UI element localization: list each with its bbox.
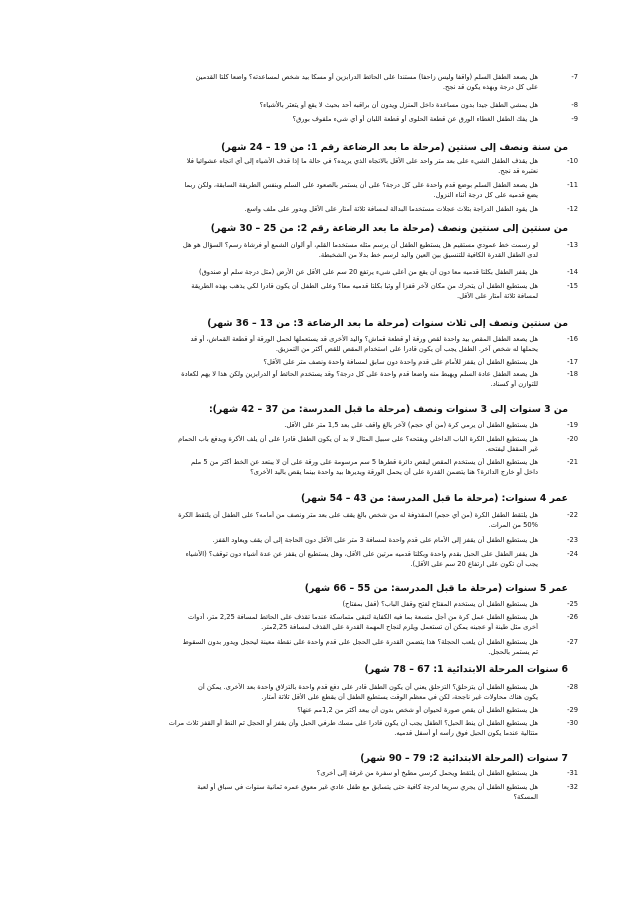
- question-text: [52, 282, 538, 301]
- question-line: يحملها له شخص آخر. الطفل يجب أن يكون قادرا على استخدام المقص للقص أكثر من التمزيق.: [275, 344, 538, 353]
- question-number: 28-: [567, 683, 578, 691]
- section-heading: من 3 سنوات إلى 3 سنوات ونصف (مرحلة ما قبل المدرسة: من 37 – 42 شهر):: [208, 404, 568, 415]
- question-text: [52, 783, 538, 802]
- question-item: [52, 358, 578, 368]
- question-line: هل يقذف الطفل الشيء على بعد متر واحد على الأقل بالاتجاه الذي يريده؟ في حالة ما إذا قذف الأشياء إلى أي اتجاه عشوائيا فلا: [186, 157, 538, 165]
- question-number: 10-: [567, 157, 578, 165]
- question-text: [52, 241, 538, 260]
- section-heading: عمر 4 سنوات: (مرحلة ما قبل المدرسة: من 43 – 54 شهر): [301, 493, 568, 504]
- section-heading: 6 سنوات المرحلة الابتدائية 1: 67 – 78 شهر): [364, 664, 568, 675]
- question-text: [52, 638, 538, 657]
- question-item: [52, 511, 578, 530]
- question-number: 26-: [567, 613, 578, 621]
- question-number: 31-: [567, 769, 578, 777]
- question-line: هل يصعد الطفل عادة السلم ويهبط منه واضعا قدم واحدة على كل درجة؟ وقد يستخدم الحائط أو الدرابزين ولكن هذا لا يهم لكعادة: [181, 370, 538, 378]
- question-number: 17-: [567, 358, 578, 366]
- question-line: هل يقفز الطفل بكلتا قدميه معا دون أن يقع من أعلى شيء يرتفع 20 سم على الأقل عن الأرض (مثل درجة سلم أو صندوق): [198, 268, 538, 276]
- question-line: هل يستطيع الطفل أن يلعب الحجلة؟ هذا يتضمن القدرة على الحجل على قدم واحدة على نقطة معينة ليحجل ويدور بدون السقوط: [182, 638, 538, 646]
- question-number: 32-: [567, 783, 578, 791]
- question-item: [52, 550, 578, 569]
- question-line: هل يستطيع الطفل أن يتحرك من مكان لآخر قفزا أو وثبا بكلتا قدميه معا؟ وعلى الطفل أن يكون قادرا لكي يذهب بهذه الطريقة: [191, 282, 538, 290]
- question-line: هل يستطيع الطفل أن يرمي كرة (من أي حجم) لآخر بالغ واقف على بعد 1,5 متر على الأقل.: [284, 421, 538, 429]
- question-line: هل يستطيع الطفل أن يستخدم المقص ليقص دائرة قطرها 5 سم مرسومة على ورقة على أن لا يبتعد عن الخط أكثر من 5 ملم: [190, 458, 538, 466]
- question-item: [52, 101, 578, 111]
- question-number: 14-: [567, 268, 578, 276]
- question-number: 19-: [567, 421, 578, 429]
- question-text: [52, 769, 538, 779]
- question-line: 50% من المرات.: [488, 520, 538, 529]
- question-item: [52, 335, 578, 354]
- question-item: [52, 613, 578, 632]
- question-line: هل يصعد الطفل السلم بوضع قدم واحدة على كل درجة؟ على أن يستمر بالصعود على السلم وبنفس الطريقة السابقة، ولكن ربما: [184, 181, 538, 189]
- question-item: [52, 683, 578, 702]
- question-item: [52, 115, 578, 125]
- question-text: [52, 600, 538, 610]
- question-line: هل يستطيع الطفل أن يقص صورة لحيوان أو شخص بدون أن يبعد أكثر من 1,2مم عنها؟: [297, 706, 538, 714]
- question-text: [52, 115, 538, 125]
- question-line: يجب أن تكون على ارتفاع 20 سم على الأقل).: [410, 559, 538, 568]
- question-line: هل يلتقط الطفل الكرة (من أي حجم) المقذوفة له من شخص بالغ يقف على بعد متر ونصف من أمامه؟ على الطفل أن يلتقط الكرة: [178, 511, 538, 519]
- question-text: [52, 421, 538, 431]
- question-text: [52, 719, 538, 738]
- section-heading: من سنتين ونصف إلى ثلاث سنوات (مرحلة ما بعد الرضاعة 3: من 13 – 36 شهر): [207, 318, 568, 329]
- question-line: هل يستطيع الطفل أن يتزحلق؟ التزحلق يعني أن يكون الطفل قادر على دفع قدم واحدة بالتزلاق واحدة بعد الأخرى. يمكن أن: [197, 683, 538, 691]
- question-number: 18-: [567, 370, 578, 378]
- question-number: 29-: [567, 706, 578, 714]
- question-line: هل يمشي الطفل جيدا بدون مساعدة داخل المنزل ويدون أن براقبه أحد بحيث لا يقع أو يتعثر بالأشياء؟: [259, 101, 538, 109]
- question-text: [52, 536, 538, 546]
- question-number: 27-: [567, 638, 578, 646]
- section-heading: عمر 5 سنوات (مرحلة ما قبل المدرسة: من 55 – 66 شهر): [304, 583, 568, 594]
- question-item: [52, 241, 578, 260]
- section-heading: 7 سنوات (المرحلة الابتدائية 2: 79 – 90 شهر): [360, 753, 568, 764]
- question-text: [52, 511, 538, 530]
- question-line: داخل أو خارج الدائرة؟ هنا يتضمن القدرة على أن يحمل الورقة ويديرها بيد واحدة بينما يقص باليد الأخرى؟: [250, 467, 538, 476]
- question-number: 13-: [567, 241, 578, 249]
- question-number: 22-: [567, 511, 578, 519]
- question-line: متتالية عندما يكون الحبل فوق رأسه أو أسفل قدميه.: [394, 728, 538, 737]
- question-text: [52, 358, 538, 368]
- question-line: لو رسمت خط عمودي مستقيم هل يستطيع الطفل أن يرسم مثله مستخدما القلم، أو ألوان الشمع أو فرشاة رسم؟ السؤال هو هل: [182, 241, 538, 249]
- question-line: لمسافة ثلاثة أمتار على الأقل.: [456, 291, 538, 300]
- question-number: 21-: [567, 458, 578, 466]
- question-text: [52, 370, 538, 389]
- question-item: [52, 157, 578, 176]
- question-line: هل يصعد الطفل المقص بيد واحدة لقص ورقة أو قطعة قماش؟ واليد الأخرى قد يستعملها لحمل الورقة أو قطعة القماش، أو قد: [190, 335, 538, 343]
- question-line: هل يستطيع الطفل أن يقفز إلى الأمام على قدم واحدة لمسافة 3 متر على الأقل دون الحاجة إلى أن يقف ويعاود القفز.: [212, 536, 538, 544]
- question-number: 7-: [571, 73, 578, 81]
- question-number: 25-: [567, 600, 578, 608]
- question-number: 9-: [571, 115, 578, 123]
- question-line: لدى الطفل القدرة الكافية للتنسيق بين العين واليد لرسم خط بدلا من الشخبطة.: [318, 250, 538, 259]
- question-line: ثم يستمر بالحجل.: [488, 647, 538, 656]
- question-text: [52, 73, 538, 92]
- question-number: 23-: [567, 536, 578, 544]
- question-text: [52, 181, 538, 200]
- question-item: [52, 719, 578, 738]
- question-text: [52, 435, 538, 454]
- question-text: [52, 550, 538, 569]
- question-number: 12-: [567, 205, 578, 213]
- question-text: [52, 268, 538, 278]
- question-item: [52, 205, 578, 215]
- question-item: [52, 783, 578, 802]
- question-number: 15-: [567, 282, 578, 290]
- question-text: [52, 706, 538, 716]
- question-item: [52, 536, 578, 546]
- question-text: [52, 458, 538, 477]
- question-number: 16-: [567, 335, 578, 343]
- question-line: غير المقفل ليفتحه.: [485, 444, 538, 453]
- question-line: يضع قدميه على كل درجة أثناء النزول.: [433, 190, 538, 199]
- question-line: هل يقفز الطفل على الحبل بقدم واحدة وبكلتا قدميه مرتين على الأقل، وهل يستطيع أن يقفز عن عدة أشياء دون توقف؟ (الأشياء: [185, 550, 538, 558]
- question-text: [52, 683, 538, 702]
- question-line: هل يقود الطفل الدراجة بثلاث عجلات مستخدما البدالة لمسافة ثلاثة أمتار على الأقل ويدور على ملف واسع.: [244, 205, 538, 213]
- question-item: [52, 458, 578, 477]
- question-line: للتوازن أو كسناد.: [490, 379, 538, 388]
- question-line: هل يستطيع الطفل أن يستخدم المفتاح لفتح وقفل الباب؟ (قفل بمفتاح): [342, 600, 538, 608]
- question-line: هل يستطيع الطفل أن يلتقط ويحمل كرسي مطبخ أو سفرة من غرفة إلى أخرى؟: [316, 769, 538, 777]
- question-number: 8-: [571, 101, 578, 109]
- question-line: هل يستطيع الطفل أن يجري سريعا لدرجة كافية حتى يتسابق مع طفل عادي غير معوق عمره ثمانية سنوات في سباق أو لعبة: [197, 783, 538, 791]
- question-number: 24-: [567, 550, 578, 558]
- question-text: [52, 205, 538, 215]
- question-item: [52, 73, 578, 92]
- question-item: [52, 638, 578, 657]
- question-line: أخرى مثل طينة أو عجينه يمكن أن تستعمل ويلزم لنجاح المهمة القدرة على القذف لمسافة 2,25متر.: [261, 622, 538, 631]
- question-item: [52, 181, 578, 200]
- question-item: [52, 282, 578, 301]
- question-line: المسكة؟: [513, 792, 538, 801]
- question-item: [52, 370, 578, 389]
- question-line: نعتبره قد نجح.: [498, 166, 538, 175]
- question-item: [52, 600, 578, 610]
- question-number: 11-: [567, 181, 578, 189]
- question-item: [52, 435, 578, 454]
- question-line: هل يصعد الطفل السلم (واقفا وليس زاحفا) مستندا على الحائط الدرابزين أو مسكا بيد شخص لمساعدته؟ واضعا كلتا القدمين: [195, 73, 538, 81]
- question-item: [52, 769, 578, 779]
- question-text: [52, 101, 538, 111]
- question-line: هل يستطيع الطفل الكرة الباب الداخلي ويفتحه؟ على سبيل المثال لا بد أن يكون الطفل قادرا على أن يلف الأكرة ويدفع باب الحمام: [178, 435, 538, 443]
- question-text: [52, 613, 538, 632]
- question-text: [52, 157, 538, 176]
- question-line: يكون هناك محاولات غير ناجحة، لكن في معظم الوقت يستطيع الطفل أن يقطع على الأقل ثلاثة أمتار.: [261, 692, 538, 701]
- question-item: [52, 268, 578, 278]
- question-item: [52, 706, 578, 716]
- question-line: هل يستطيع الطفل عمل كرة من أجل متسعة بما فيه الكفاية لتبقى متماسكة عندما تقذف على الحائط لمسافة 2,25 متر، أدوات: [188, 613, 538, 621]
- question-text: [52, 335, 538, 354]
- question-line: هل يستطيع الطفل أن يقفز للأمام على قدم واحدة دون سابق لمسافة واحدة ونصف متر على الأقل؟: [263, 358, 538, 366]
- section-heading: من سنة ونصف إلى سنتين (مرحلة ما بعد الرضاعة رقم 1: من 19 – 24 شهر): [221, 142, 568, 153]
- section-heading: من سنتين إلى سنتين ونصف (مرحلة ما بعد الرضاعة رقم 2: من 25 – 30 شهر): [210, 223, 568, 234]
- question-line: هل يفك الطفل الغطاء الورق عن قطعة الحلوى أو قطعة اللبان أو أي شيء ملفوف بورق؟: [292, 115, 538, 123]
- question-number: 30-: [567, 719, 578, 727]
- question-item: [52, 421, 578, 431]
- question-number: 20-: [567, 435, 578, 443]
- question-line: هل يستطيع الطفل أن ينط الحبل؟ الطفل يجب أن يكون قادرا على مسك طرفي الحبل وأن يقفز أو الحجل ثم النط أو القفز ثلاث مرات: [168, 719, 538, 727]
- question-line: على كل درجة وبهذه يكون قد نجح.: [442, 82, 538, 91]
